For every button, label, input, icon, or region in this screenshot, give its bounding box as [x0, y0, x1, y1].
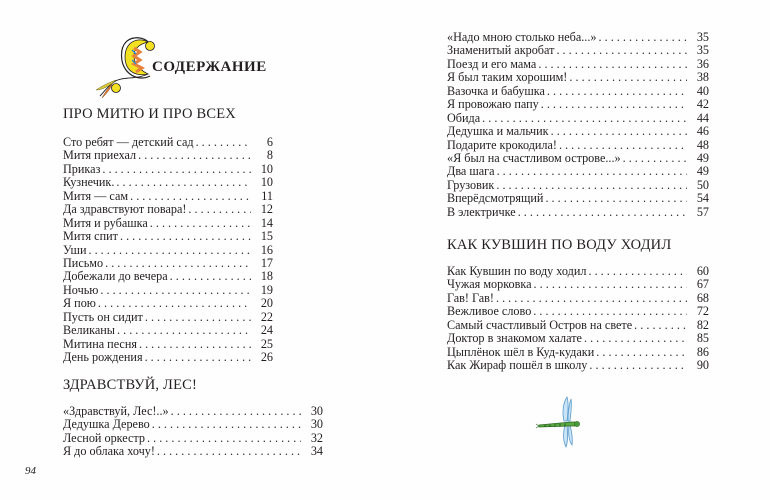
toc-entry	[447, 292, 709, 305]
toc-entry	[63, 257, 273, 270]
toc-entry-title: «Я был на счастливом острове...»	[447, 150, 621, 165]
toc-entry-page: 54	[696, 191, 709, 206]
toc-entry-title: Как Жираф пошёл в школу	[447, 358, 588, 373]
page-number: 94	[25, 465, 36, 477]
toc-entry-title: В электричке	[447, 204, 516, 219]
dot-leader	[545, 192, 687, 205]
dot-leader	[100, 284, 251, 297]
toc-entry-title: Я провожаю папу	[447, 97, 539, 112]
toc-entry	[447, 112, 709, 125]
toc-entry	[63, 190, 273, 203]
toc-entry-title: Митя приехал	[63, 148, 137, 163]
toc-entry	[447, 359, 709, 372]
dot-leader	[171, 405, 301, 418]
toc-entry	[63, 297, 273, 310]
toc-entry-page: 24	[260, 323, 273, 338]
dot-leader	[534, 278, 687, 291]
toc-entry-title: Кузнечик.	[63, 175, 115, 190]
dot-leader	[139, 338, 251, 351]
dot-leader	[497, 165, 687, 178]
toc-entry-page: 49	[696, 164, 709, 179]
dot-leader	[533, 305, 687, 318]
toc-entry-title: Я до облака хочу!	[63, 444, 155, 459]
toc-entry-page: 38	[696, 70, 709, 85]
toc-entry-page: 10	[260, 175, 273, 190]
toc-entry-title: Дедушка и мальчик	[447, 124, 549, 139]
toc-entry	[447, 305, 709, 318]
toc-entry-title: Самый счастливый Остров на свете	[447, 317, 633, 332]
dot-leader	[496, 179, 687, 192]
contents-title-block	[92, 30, 292, 100]
toc-entry-page: 25	[260, 336, 273, 351]
toc-entry	[63, 270, 273, 283]
toc-entry	[63, 203, 273, 216]
section-heading: ПРО МИТЮ И ПРО ВСЕХ	[63, 106, 236, 122]
toc-entry	[447, 346, 709, 359]
dot-leader	[551, 125, 687, 138]
toc-entry	[447, 319, 709, 332]
toc-entry-page: 22	[260, 309, 273, 324]
toc-entry	[447, 278, 709, 291]
toc-entry-page: 42	[696, 97, 709, 112]
toc-entry-page: 85	[696, 331, 709, 346]
toc-entry-page: 30	[310, 417, 323, 432]
toc-entry-page: 44	[696, 110, 709, 125]
toc-entry-page: 6	[266, 135, 273, 149]
dot-leader	[147, 432, 301, 445]
toc-entry-page: 8	[266, 148, 273, 163]
toc-entry	[63, 324, 273, 337]
section-heading: ЗДРАВСТВУЙ, ЛЕС!	[63, 377, 198, 393]
toc-entry-title: «Надо мною столько неба...»	[447, 30, 597, 44]
dot-leader	[145, 311, 251, 324]
toc-entry-page: 46	[696, 124, 709, 139]
dot-leader	[130, 190, 251, 203]
toc-entry-title: Митя — сам	[63, 188, 129, 203]
toc-entry	[63, 136, 273, 149]
toc-entry-page: 48	[696, 137, 709, 152]
dot-leader	[120, 230, 251, 243]
dot-leader	[538, 58, 687, 71]
contents-title: СОДЕРЖАНИЕ	[152, 59, 267, 75]
toc-entry	[447, 44, 709, 57]
toc-entry-title: Великаны	[63, 323, 115, 338]
toc-entry-page: 40	[696, 83, 709, 98]
toc-entry-page: 35	[696, 30, 709, 44]
toc-entry	[447, 265, 709, 278]
toc-entry-page: 20	[260, 296, 273, 311]
toc-entry-page: 19	[260, 282, 273, 297]
dot-leader	[588, 265, 687, 278]
dot-leader	[116, 176, 251, 189]
dot-leader	[496, 292, 687, 305]
toc-entry-page: 16	[260, 242, 273, 257]
toc-entry-title: Лесной оркестр	[63, 430, 145, 445]
toc-entry-title: Чужая морковка	[447, 277, 532, 292]
dot-leader	[117, 324, 251, 337]
toc-list	[447, 31, 709, 219]
dot-leader	[596, 346, 687, 359]
dot-leader	[152, 418, 301, 431]
toc-entry-title: Гав! Гав!	[447, 290, 494, 305]
toc-entry	[63, 149, 273, 162]
dot-leader	[98, 297, 251, 310]
toc-entry-page: 36	[696, 56, 709, 71]
dot-leader	[482, 112, 687, 125]
toc-entry-page: 34	[310, 444, 323, 459]
toc-entry	[63, 311, 273, 324]
dot-leader	[188, 203, 251, 216]
dot-leader	[569, 71, 687, 84]
toc-entry-title: Грузовик	[447, 177, 495, 192]
dot-leader	[88, 244, 251, 257]
toc-entry-page: 17	[260, 255, 273, 270]
dot-leader	[589, 359, 687, 372]
toc-entry-title: Я пою	[63, 296, 96, 311]
toc-entry-title: Добежали до вечера	[63, 269, 168, 284]
toc-entry-title: Вперёдсмотрящий	[447, 191, 544, 206]
toc-entry-page: 11	[261, 188, 273, 203]
dot-leader	[518, 206, 687, 219]
toc-entry	[447, 192, 709, 205]
toc-entry-title: Уши	[63, 242, 87, 257]
toc-entry-title: Пусть он сидит	[63, 309, 143, 324]
toc-entry	[447, 206, 709, 219]
toc-entry	[447, 125, 709, 138]
toc-entry-title: Поезд и его мама	[447, 56, 537, 71]
toc-entry-title: Митя спит	[63, 229, 118, 244]
toc-entry-title: Приказ	[63, 161, 101, 176]
toc-entry-page: 49	[696, 150, 709, 165]
toc-entry-title: Да здравствуют повара!	[63, 202, 187, 217]
dot-leader	[559, 139, 687, 152]
toc-entry-title: Вежливое слово	[447, 304, 532, 319]
toc-entry	[63, 338, 273, 351]
toc-entry-page: 50	[696, 177, 709, 192]
toc-entry-title: Подарите крокодила!	[447, 137, 557, 152]
dot-leader	[634, 319, 687, 332]
toc-entry-page: 14	[260, 215, 273, 230]
dot-leader	[170, 270, 251, 283]
toc-entry-page: 32	[310, 430, 323, 445]
dot-leader	[105, 257, 251, 270]
toc-entry-title: Два шага	[447, 164, 495, 179]
toc-entry-title: Митина песня	[63, 336, 137, 351]
dot-leader	[150, 217, 251, 230]
toc-entry-page: 82	[696, 317, 709, 332]
toc-entry	[447, 31, 709, 44]
toc-entry-title: День рождения	[63, 350, 143, 364]
dot-leader	[196, 136, 251, 149]
toc-entry	[447, 152, 709, 165]
toc-entry-title: Я был таким хорошим!	[447, 70, 568, 85]
toc-entry-title: Сто ребят — детский сад	[63, 135, 194, 149]
toc-entry	[63, 176, 273, 189]
toc-entry	[63, 405, 323, 418]
dot-leader	[584, 332, 687, 345]
toc-entry	[63, 217, 273, 230]
dot-leader	[138, 149, 251, 162]
dot-leader	[541, 98, 687, 111]
toc-entry-page: 67	[696, 277, 709, 292]
toc-entry	[63, 418, 323, 431]
toc-entry-title: Доктор в знакомом халате	[447, 331, 582, 346]
toc-entry	[447, 58, 709, 71]
toc-entry-title: Ночью	[63, 282, 99, 297]
toc-entry	[447, 139, 709, 152]
dot-leader	[145, 351, 251, 364]
toc-list	[63, 136, 273, 364]
toc-entry-page: 72	[696, 304, 709, 319]
toc-entry	[447, 71, 709, 84]
toc-entry	[63, 163, 273, 176]
toc-entry-title: Цыплёнок шёл в Куд-кудаки	[447, 344, 595, 359]
toc-entry-title: Вазочка и бабушка	[447, 83, 545, 98]
toc-entry-title: Дедушка Дерево	[63, 417, 150, 432]
toc-entry-page: 30	[310, 404, 323, 418]
toc-entry-page: 18	[260, 269, 273, 284]
dot-leader	[599, 31, 688, 44]
toc-entry-page: 60	[696, 264, 709, 278]
toc-entry-title: Митя и рубашка	[63, 215, 148, 230]
toc-entry	[447, 332, 709, 345]
toc-entry-page: 68	[696, 290, 709, 305]
toc-entry-title: Обида	[447, 110, 481, 125]
toc-entry-page: 26	[260, 350, 273, 364]
toc-entry-title: «Здравствуй, Лес!..»	[63, 404, 169, 418]
toc-entry	[447, 179, 709, 192]
dot-leader	[102, 163, 251, 176]
dragonfly-icon	[535, 395, 585, 450]
toc-entry-page: 10	[260, 161, 273, 176]
toc-list	[63, 405, 323, 459]
toc-list	[447, 265, 709, 373]
toc-entry	[447, 165, 709, 178]
toc-entry-page: 57	[696, 204, 709, 219]
toc-entry-title: Письмо	[63, 255, 104, 270]
toc-entry	[63, 244, 273, 257]
toc-entry	[447, 98, 709, 111]
toc-entry	[63, 230, 273, 243]
dot-leader	[556, 44, 687, 57]
toc-entry-page: 15	[260, 229, 273, 244]
toc-entry	[63, 284, 273, 297]
toc-entry-page: 12	[260, 202, 273, 217]
dot-leader	[157, 445, 301, 458]
section-heading: КАК КУВШИН ПО ВОДУ ХОДИЛ	[447, 237, 672, 253]
toc-entry-title: Знаменитый акробат	[447, 43, 555, 58]
dot-leader	[547, 85, 687, 98]
toc-entry-page: 90	[696, 358, 709, 373]
toc-entry	[63, 351, 273, 364]
toc-entry-page: 86	[696, 344, 709, 359]
toc-entry	[447, 85, 709, 98]
toc-entry-page: 35	[696, 43, 709, 58]
toc-entry	[63, 432, 323, 445]
toc-entry-title: Как Кувшин по воду ходил	[447, 264, 587, 278]
dot-leader	[623, 152, 687, 165]
toc-entry	[63, 445, 323, 458]
